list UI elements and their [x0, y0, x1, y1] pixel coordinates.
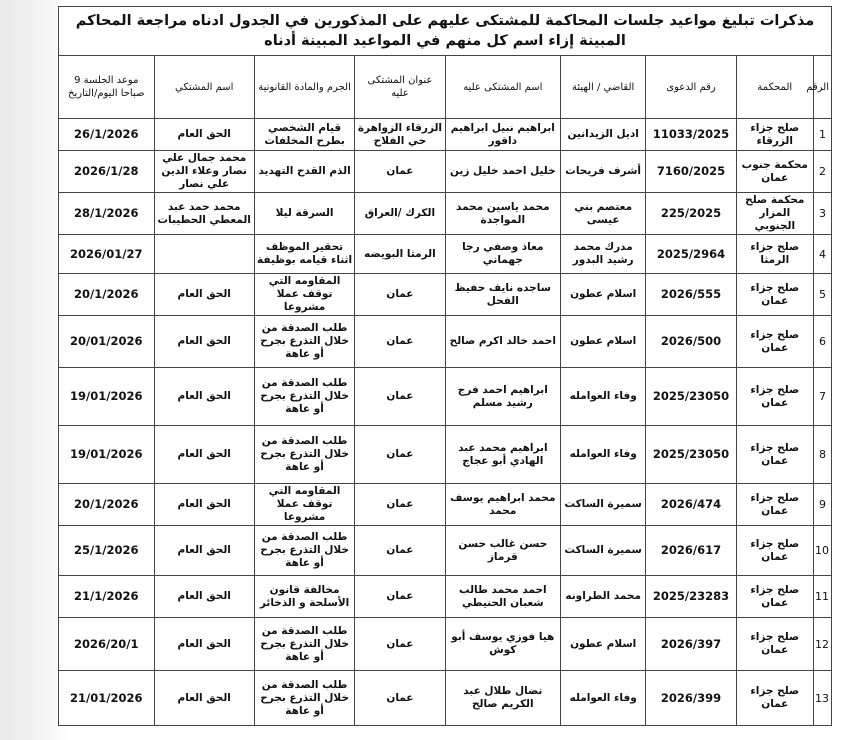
cell-case-number: 2026/399 — [646, 671, 736, 726]
cell-plaintiff-name: الحق العام — [154, 426, 254, 484]
table-row — [59, 576, 832, 618]
cell-court: صلح جزاء الرمثا — [736, 235, 813, 274]
cell-plaintiff-name: الحق العام — [154, 484, 254, 526]
cell-hearing-date: 26/1/2026 — [59, 119, 155, 151]
table-row — [59, 368, 832, 426]
cell-row-number: 10 — [813, 526, 831, 576]
cell-row-number: 13 — [813, 671, 831, 726]
table-row — [59, 484, 832, 526]
cell-plaintiff-name: الحق العام — [154, 274, 254, 316]
document-title: مذكرات تبليغ مواعيد جلسات المحاكمة للمشتكى عليهم على المذكورين في الجدول ادناه مراجعة المحاكم المبينة إزاء اسم كل منهم في المواعيد المبينة أدناه — [59, 7, 832, 56]
cell-hearing-date: 2026/20/1 — [59, 618, 155, 671]
cell-plaintiff-name: الحق العام — [154, 576, 254, 618]
cell-defendant-name: ابراهيم نبيل ابراهيم داقور — [445, 119, 560, 151]
cell-judge: اسلام عطون — [561, 316, 646, 368]
cell-offense: الذم القدح التهديد — [254, 151, 354, 193]
cell-case-number: 2025/2964 — [646, 235, 736, 274]
hearings-table — [58, 6, 832, 726]
cell-plaintiff-name: محمد جمال علي نصار وعلاء الدين علي نصار — [154, 151, 254, 193]
cell-hearing-date: 19/01/2026 — [59, 368, 155, 426]
cell-offense: المقاومه التي توقف عملا مشروعا — [254, 274, 354, 316]
cell-court: صلح جزاء عمان — [736, 618, 813, 671]
cell-defendant-name: محمد ياسين محمد المواجدة — [445, 193, 560, 235]
cell-plaintiff-name: الحق العام — [154, 526, 254, 576]
cell-offense: طلب الصدقة من خلال التذرع بجرح أو عاهة — [254, 368, 354, 426]
cell-case-number: 2026/397 — [646, 618, 736, 671]
header-offense: الجرم والمادة القانونية — [254, 56, 354, 119]
cell-hearing-date: 28/1/2026 — [59, 193, 155, 235]
cell-defendant-address: الزرقاء الزواهرة حي الفلاح — [355, 119, 445, 151]
table-row — [59, 119, 832, 151]
cell-court: محكمة صلح المزار الجنوبي — [736, 193, 813, 235]
header-plaintiff-name: اسم المشتكي — [154, 56, 254, 119]
cell-offense: السرقة ليلا — [254, 193, 354, 235]
court-notice-document — [58, 6, 832, 726]
cell-row-number: 3 — [813, 193, 831, 235]
cell-defendant-name: ساجده نايف حفيظ الفحل — [445, 274, 560, 316]
header-court: المحكمة — [736, 56, 813, 119]
cell-defendant-name: خليل احمد خليل زين — [445, 151, 560, 193]
cell-judge: وفاء العوامله — [561, 368, 646, 426]
cell-row-number: 11 — [813, 576, 831, 618]
cell-defendant-name: احمد محمد طالب شعبان الحنيطي — [445, 576, 560, 618]
cell-plaintiff-name: الحق العام — [154, 368, 254, 426]
cell-row-number: 1 — [813, 119, 831, 151]
table-row — [59, 671, 832, 726]
cell-offense: المقاومه التي توقف عملا مشروعا — [254, 484, 354, 526]
cell-hearing-date: 20/1/2026 — [59, 274, 155, 316]
cell-row-number: 2 — [813, 151, 831, 193]
cell-offense: تحقير الموظف اثناء قيامه بوظيفة — [254, 235, 354, 274]
cell-row-number: 5 — [813, 274, 831, 316]
cell-case-number: 225/2025 — [646, 193, 736, 235]
cell-plaintiff-name: الحق العام — [154, 316, 254, 368]
cell-judge: معتصم بني عيسى — [561, 193, 646, 235]
table-row — [59, 235, 832, 274]
cell-judge: اسلام عطون — [561, 618, 646, 671]
cell-case-number: 2025/23050 — [646, 426, 736, 484]
header-defendant-address: عنوان المشتكى عليه — [355, 56, 445, 119]
header-judge: القاضي / الهيئة — [561, 56, 646, 119]
cell-case-number: 7160/2025 — [646, 151, 736, 193]
cell-case-number: 2025/23283 — [646, 576, 736, 618]
cell-row-number: 6 — [813, 316, 831, 368]
cell-hearing-date: 25/1/2026 — [59, 526, 155, 576]
cell-court: صلح جزاء عمان — [736, 274, 813, 316]
cell-hearing-date: 2026/1/28 — [59, 151, 155, 193]
table-row — [59, 526, 832, 576]
cell-hearing-date: 20/01/2026 — [59, 316, 155, 368]
cell-row-number: 4 — [813, 235, 831, 274]
cell-plaintiff-name: الحق العام — [154, 671, 254, 726]
cell-defendant-name: ابراهيم محمد عبد الهادي أبو عجاج — [445, 426, 560, 484]
header-case-number: رقم الدعوى — [646, 56, 736, 119]
cell-hearing-date: 20/1/2026 — [59, 484, 155, 526]
table-row — [59, 426, 832, 484]
cell-court: صلح جزاء الزرقاء — [736, 119, 813, 151]
cell-row-number: 8 — [813, 426, 831, 484]
cell-row-number: 12 — [813, 618, 831, 671]
cell-hearing-date: 19/01/2026 — [59, 426, 155, 484]
cell-court: صلح جزاء عمان — [736, 484, 813, 526]
cell-offense: طلب الصدقة من خلال التذرع بجرح أو عاهة — [254, 671, 354, 726]
cell-defendant-address: عمان — [355, 576, 445, 618]
table-row — [59, 316, 832, 368]
cell-row-number: 7 — [813, 368, 831, 426]
cell-court: صلح جزاء عمان — [736, 671, 813, 726]
cell-defendant-name: معاذ وصفي رجا جهماني — [445, 235, 560, 274]
cell-hearing-date: 21/1/2026 — [59, 576, 155, 618]
cell-court: صلح جزاء عمان — [736, 526, 813, 576]
cell-plaintiff-name — [154, 235, 254, 274]
table-row — [59, 151, 832, 193]
cell-offense: طلب الصدقة من خلال التذرع بجرح أو عاهة — [254, 426, 354, 484]
cell-judge: مدرك محمد رشيد البدور — [561, 235, 646, 274]
cell-case-number: 2026/500 — [646, 316, 736, 368]
cell-case-number: 11033/2025 — [646, 119, 736, 151]
cell-judge: وفاء العوامله — [561, 671, 646, 726]
cell-defendant-address: عمان — [355, 368, 445, 426]
cell-case-number: 2026/555 — [646, 274, 736, 316]
cell-court: محكمة جنوب عمان — [736, 151, 813, 193]
cell-offense: مخالفة قانون الأسلحة و الذخائر — [254, 576, 354, 618]
cell-defendant-name: هيا فوزي يوسف أبو كوش — [445, 618, 560, 671]
table-header-row — [59, 56, 832, 119]
cell-judge: اديل الزيدانين — [561, 119, 646, 151]
header-defendant-name: اسم المشتكى عليه — [445, 56, 560, 119]
cell-hearing-date: 2026/01/27 — [59, 235, 155, 274]
cell-court: صلح جزاء عمان — [736, 368, 813, 426]
cell-offense: طلب الصدقة من خلال التذرع بجرح أو عاهة — [254, 618, 354, 671]
cell-defendant-address: الرمثا البويضه — [355, 235, 445, 274]
cell-defendant-name: نضال طلال عبد الكريم صالح — [445, 671, 560, 726]
cell-case-number: 2025/23050 — [646, 368, 736, 426]
cell-defendant-name: ابراهيم احمد فرج رشيد مسلم — [445, 368, 560, 426]
cell-defendant-address: عمان — [355, 484, 445, 526]
cell-defendant-address: عمان — [355, 618, 445, 671]
cell-plaintiff-name: الحق العام — [154, 618, 254, 671]
cell-row-number: 9 — [813, 484, 831, 526]
cell-judge: وفاء العوامله — [561, 426, 646, 484]
cell-judge: اسلام عطون — [561, 274, 646, 316]
cell-plaintiff-name: محمد حمد عبد المعطي الحطيبات — [154, 193, 254, 235]
table-row — [59, 274, 832, 316]
cell-defendant-address: عمان — [355, 671, 445, 726]
cell-judge: أشرف فريحات — [561, 151, 646, 193]
cell-court: صلح جزاء عمان — [736, 316, 813, 368]
cell-defendant-name: احمد خالد اكرم صالح — [445, 316, 560, 368]
cell-defendant-address: عمان — [355, 316, 445, 368]
cell-defendant-address: عمان — [355, 426, 445, 484]
cell-judge: محمد الطراونه — [561, 576, 646, 618]
cell-offense: طلب الصدقة من خلال التذرع بجرح أو عاهة — [254, 316, 354, 368]
cell-defendant-address: عمان — [355, 274, 445, 316]
cell-case-number: 2026/474 — [646, 484, 736, 526]
cell-plaintiff-name: الحق العام — [154, 119, 254, 151]
table-row — [59, 193, 832, 235]
header-hearing-date: موعد الجلسة 9 صباحا اليوم/التاريخ — [59, 56, 155, 119]
cell-court: صلح جزاء عمان — [736, 426, 813, 484]
cell-offense: طلب الصدقة من خلال التذرع بجرح أو عاهة — [254, 526, 354, 576]
cell-defendant-address: عمان — [355, 526, 445, 576]
cell-hearing-date: 21/01/2026 — [59, 671, 155, 726]
cell-court: صلح جزاء عمان — [736, 576, 813, 618]
cell-judge: سميرة الساكت — [561, 484, 646, 526]
cell-defendant-name: حسن غالب حسن قرماز — [445, 526, 560, 576]
header-row-number: الرقم — [813, 56, 831, 119]
cell-defendant-name: محمد ابراهيم يوسف محمد — [445, 484, 560, 526]
cell-offense: قيام الشخصي بطرح المخلفات — [254, 119, 354, 151]
cell-defendant-address: الكرك /العراق — [355, 193, 445, 235]
cell-defendant-address: عمان — [355, 151, 445, 193]
cell-judge: سميرة الساكت — [561, 526, 646, 576]
table-row — [59, 618, 832, 671]
cell-case-number: 2026/617 — [646, 526, 736, 576]
